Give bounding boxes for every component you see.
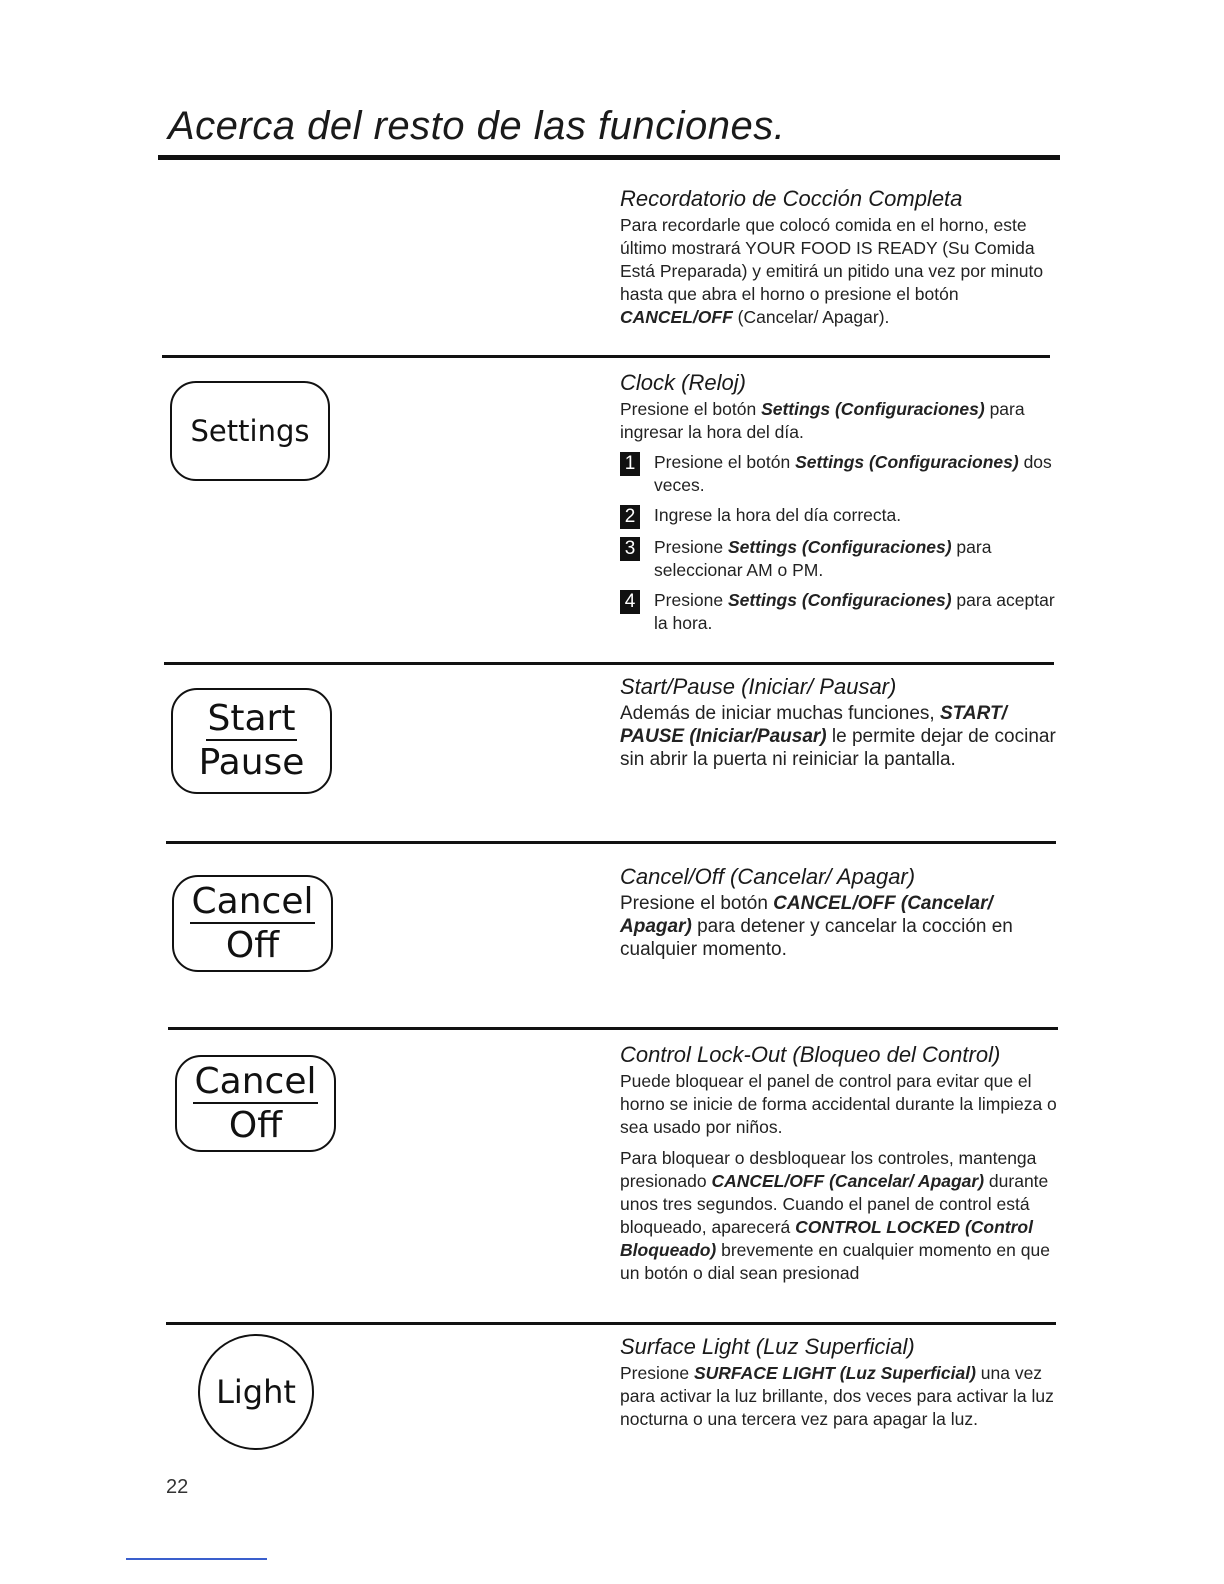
divider — [166, 1322, 1056, 1325]
settings-button-icon — [170, 381, 330, 481]
step-item — [620, 451, 1060, 497]
step-text: Presione el botón Settings (Configuraciones) dos veces. — [654, 452, 1052, 495]
pause-label: Pause — [198, 742, 305, 783]
section-clock — [620, 370, 1060, 635]
page-title: Acerca del resto de las funciones. — [168, 104, 786, 148]
step-item — [620, 504, 1060, 529]
section-title: Control Lock-Out (Bloqueo del Control) — [620, 1042, 1001, 1067]
section-text: Puede bloquear el panel de control para evitar que el horno se inicie de forma accidental durante la limpieza o sea usado por niños. — [620, 1071, 1057, 1137]
step-item — [620, 536, 1060, 582]
section-text: Presione el botón Settings (Configuraciones) para ingresar la hora del día. — [620, 399, 1025, 442]
section-title: Cancel/Off (Cancelar/ Apagar) — [620, 864, 916, 889]
title-rule — [158, 155, 1060, 160]
step-number: 3 — [620, 537, 640, 561]
step-text: Presione Settings (Configuraciones) para seleccionar AM o PM. — [654, 537, 992, 580]
light-label: Light — [216, 1373, 296, 1411]
section-text: Además de iniciar muchas funciones, START/ PAUSE (Iniciar/Pausar) le permite dejar de cocinar sin abrir la puerta ni reiniciar la pantalla. — [620, 703, 1056, 770]
section-start-pause — [620, 674, 1060, 771]
section-title: Start/Pause (Iniciar/ Pausar) — [620, 674, 897, 699]
step-number: 1 — [620, 452, 640, 476]
section-text: Presione SURFACE LIGHT (Luz Superficial) una vez para activar la luz brillante, dos veces para activar la luz nocturna o una tercera vez para apagar la luz. — [620, 1363, 1054, 1429]
cancel-off-lockout-button-icon — [175, 1055, 336, 1152]
cancel-off-button-icon — [172, 875, 333, 972]
cancel-label: Cancel — [191, 880, 314, 922]
section-title: Recordatorio de Cocción Completa — [620, 186, 963, 211]
section-cancel-off — [620, 864, 1060, 961]
section-text: Presione el botón CANCEL/OFF (Cancelar/ Apagar) para detener y cancelar la cocción en cualquier momento. — [620, 893, 1013, 960]
divider — [166, 841, 1056, 844]
cancel-label: Cancel — [194, 1060, 317, 1102]
off-label: Off — [228, 1104, 283, 1146]
step-text: Ingrese la hora del día correcta. — [654, 505, 902, 525]
divider — [164, 662, 1054, 665]
step-text: Presione Settings (Configuraciones) para aceptar la hora. — [654, 590, 1055, 633]
settings-button-label: Settings — [190, 414, 310, 448]
step-item — [620, 589, 1060, 635]
divider — [162, 355, 1050, 358]
section-text: Para bloquear o desbloquear los controles, mantenga presionado CANCEL/OFF (Cancelar/ Apagar) durante unos tres segundos. Cuando el panel de control está bloqueado, aparecerá CONTROL LOCKED (Control Bloqueado) brevemente en cualquier momento en que un botón o dial sean presionad — [620, 1148, 1050, 1283]
divider — [168, 1027, 1058, 1030]
section-reminder — [620, 186, 1060, 329]
section-title: Clock (Reloj) — [620, 370, 746, 395]
start-pause-button-icon — [171, 688, 332, 794]
step-number: 2 — [620, 505, 640, 529]
section-text: Para recordarle que colocó comida en el horno, este último mostrará YOUR FOOD IS READY (Su Comida Está Preparada) y emitirá un pitido una vez por minuto hasta que abra el horno o presione el botón CANCEL/OFF (Cancelar/ Apagar). — [620, 215, 1044, 327]
step-number: 4 — [620, 590, 640, 614]
light-button-icon — [198, 1334, 314, 1450]
off-label: Off — [225, 924, 280, 966]
section-lockout — [620, 1042, 1060, 1285]
section-surface-light — [620, 1334, 1060, 1431]
footer-line — [126, 1558, 267, 1560]
section-title: Surface Light (Luz Superficial) — [620, 1334, 915, 1359]
start-label: Start — [207, 698, 296, 739]
page-number: 22 — [166, 1476, 189, 1498]
